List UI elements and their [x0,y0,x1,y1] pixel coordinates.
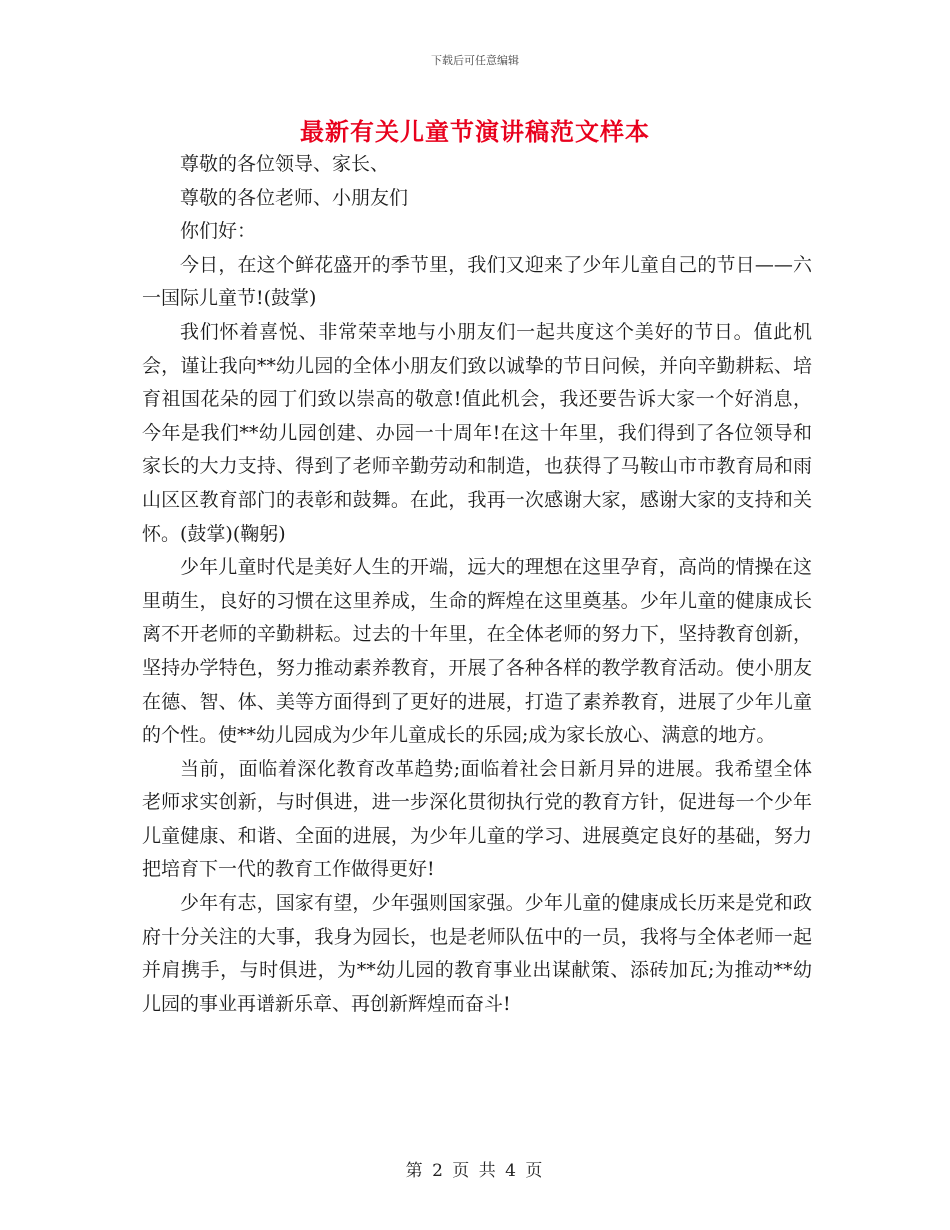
paragraph-reform: 当前，面临着深化教育改革趋势;面临着社会日新月异的进展。我希望全体老师求实创新，与时俱进，进一步深化贯彻执行党的教育方针，促进每一个少年儿童健康、和谐、全面的进展，为少年儿童的学习、进展奠定良好的基础，努力把培育下一代的教育工作做得更好! [142,757,812,881]
paragraph-opening: 今日，在这个鲜花盛开的季节里，我们又迎来了少年儿童自己的节日——六一国际儿童节!(鼓掌) [142,253,812,310]
header-note: 下载后可任意编辑 [431,54,519,67]
paragraph-childhood: 少年儿童时代是美好人生的开端，远大的理想在这里孕育，高尚的情操在这里萌生，良好的习惯在这里养成，生命的辉煌在这里奠基。少年儿童的健康成长离不开老师的辛勤耕耘。过去的十年里，在全体老师的努力下，坚持教育创新，坚持办学特色，努力推动素养教育，开展了各种各样的教学教育活动。使小朋友在德、智、体、美等方面得到了更好的进展，打造了素养教育，进展了少年儿童的个性。使**幼儿园成为少年儿童成长的乐园;成为家长放心、满意的地方。 [142,556,812,747]
document-title: 最新有关儿童节演讲稿范文样本 [300,118,650,146]
salutation-leaders: 尊敬的各位领导、家长、 [180,153,390,175]
greeting: 你们好： [180,220,257,243]
page-number: 第 2 页 共 4 页 [405,1161,545,1181]
paragraph-closing: 少年有志，国家有望，少年强则国家强。少年儿童的健康成长历来是党和政府十分关注的大事，我身为园长，也是老师队伍中的一员，我将与全体老师一起并肩携手，与时俱进，为**幼儿园的教育事业出谋献策、添砖加瓦;为推动**幼儿园的事业再谱新乐章、再创新辉煌而奋斗! [142,892,812,1015]
document-body [142,148,812,1021]
salutation-teachers: 尊敬的各位老师、小朋友们 [180,186,409,209]
paragraph-thanks: 我们怀着喜悦、非常荣幸地与小朋友们一起共度这个美好的节日。值此机会，谨让我向**幼儿园的全体小朋友们致以诚挚的节日问候，并向辛勤耕耘、培育祖国花朵的园丁们致以崇高的敬意!值此机会，我还要告诉大家一个好消息，今年是我们**幼儿园创建、办园一十周年!在这十年里，我们得到了各位领导和家长的大力支持、得到了老师辛勤劳动和制造，也获得了马鞍山市市教育局和雨山区区教育部门的表彰和鼓舞。在此，我再一次感谢大家，感谢大家的支持和关怀。(鼓掌)(鞠躬) [142,320,812,545]
